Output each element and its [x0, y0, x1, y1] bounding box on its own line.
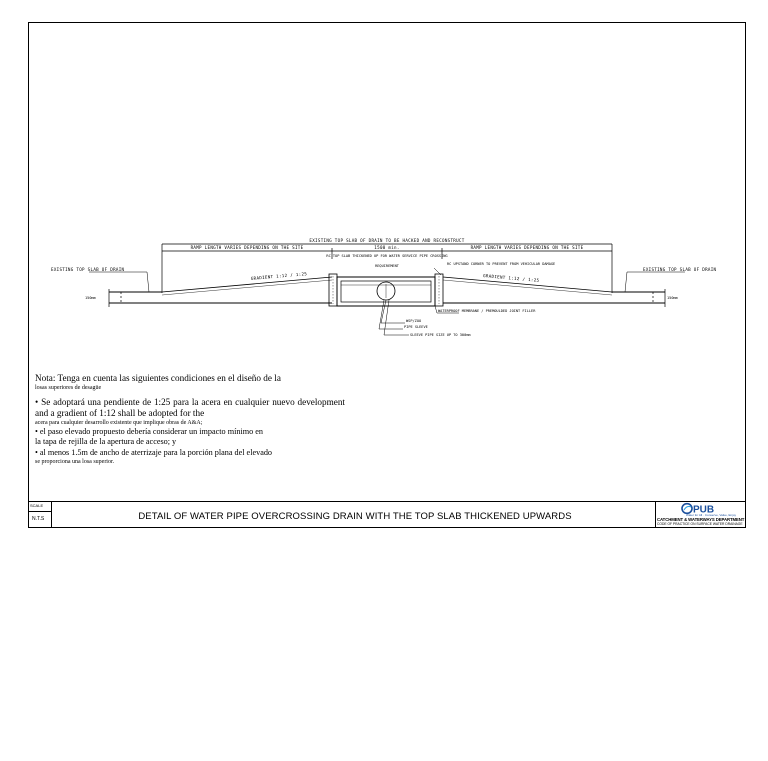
- scale-label: SCALE: [30, 503, 44, 508]
- existing-slab-label: EXISTING TOP SLAB OF DRAIN TO BE HACKED AND RECONSTRUCT: [309, 238, 465, 243]
- dim-right-label: 150mm: [667, 296, 678, 300]
- notes-bullet-2-line-1: • el paso elevado propuesto debería considerar un impacto mínimo en: [35, 427, 263, 436]
- notes-bullet-3-small: se proporciona una losa superior.: [35, 459, 115, 465]
- title-block: [29, 501, 745, 528]
- document-reference: CODE OF PRACTICE ON SURFACE WATER DRAINAGE: [657, 522, 743, 526]
- notes-intro: Nota: Tenga en cuenta las siguientes condiciones en el diseño de la: [35, 373, 281, 383]
- span-dimension-label: 1500 min.: [374, 245, 400, 250]
- pub-tagline: Water for All · Conserve, Value, Enjoy: [686, 513, 737, 517]
- dim-left-label: 150mm: [85, 296, 96, 300]
- scale-value: N.T.S: [32, 516, 45, 522]
- notes-intro-small: losas superiores de desagüe: [35, 385, 102, 391]
- water-drop-icon: [682, 504, 692, 514]
- notes-bullet-3: • al menos 1.5m de ancho de aterrizaje para la porción plana del elevado: [35, 448, 273, 457]
- scale-box: [29, 502, 52, 528]
- agency-box: [655, 502, 746, 528]
- notes-bullet-1: • Se adoptará una pendiente de 1:25 para la acera en cualquier nuevo development and a gradient of 1:12 shall be adopted for the: [35, 397, 345, 418]
- existing-slab-right-label: EXISTING TOP SLAB OF DRAIN: [643, 267, 717, 272]
- thickened-slab-note-2: REQUIREMENT: [375, 264, 399, 268]
- notes-bullet-1-small: acera para cualquier desarrollo existente que implique obras de A&A;: [35, 420, 203, 426]
- left-ramp: [162, 277, 332, 292]
- existing-slab-left-label: EXISTING TOP SLAB OF DRAIN: [51, 267, 125, 272]
- ramp-length-left-label: RAMP LENGTH VARIES DEPENDING ON THE SITE: [190, 245, 304, 250]
- thickened-slab-note: RC TOP SLAB THICKENED UP FOR WATER SERVICE PIPE CROSSING: [326, 254, 448, 258]
- design-notes: [35, 373, 345, 466]
- pipe-sleeve-label: PIPE SLEEVE: [404, 325, 428, 329]
- gradient-left-label: GRADIENT 1:12 / 1:25: [250, 271, 308, 281]
- pub-logo-text: PUB: [693, 504, 715, 515]
- ramp-length-right-label: RAMP LENGTH VARIES DEPENDING ON THE SITE: [470, 245, 584, 250]
- drawing-title: DETAIL OF WATER PIPE OVERCROSSING DRAIN WITH THE TOP SLAB THICKENED UPWARDS: [138, 511, 572, 522]
- drawing-sheet: [28, 22, 746, 528]
- scale-divider: [29, 511, 51, 512]
- membrane-label: WATERPROOF MEMBRANE / PREMOULDED JOINT FILLER: [438, 309, 536, 313]
- notes-bullet-2-line-2: la tapa de rejilla de la apertura de acceso; y: [35, 437, 177, 446]
- gradient-right-label: GRADIENT 1:12 / 1:25: [482, 273, 540, 283]
- department-name: CATCHMENT & WATERWAYS DEPARTMENT: [657, 517, 745, 522]
- pipe-label: WSP/ZOO: [406, 319, 422, 323]
- rc-upstand-label: RC UPSTAND CORNER TO PREVENT FROM VEHICULAR DAMAGE: [447, 262, 556, 266]
- sleeve-size-label: SLEEVE PIPE SIZE UP TO 300mm: [410, 333, 471, 337]
